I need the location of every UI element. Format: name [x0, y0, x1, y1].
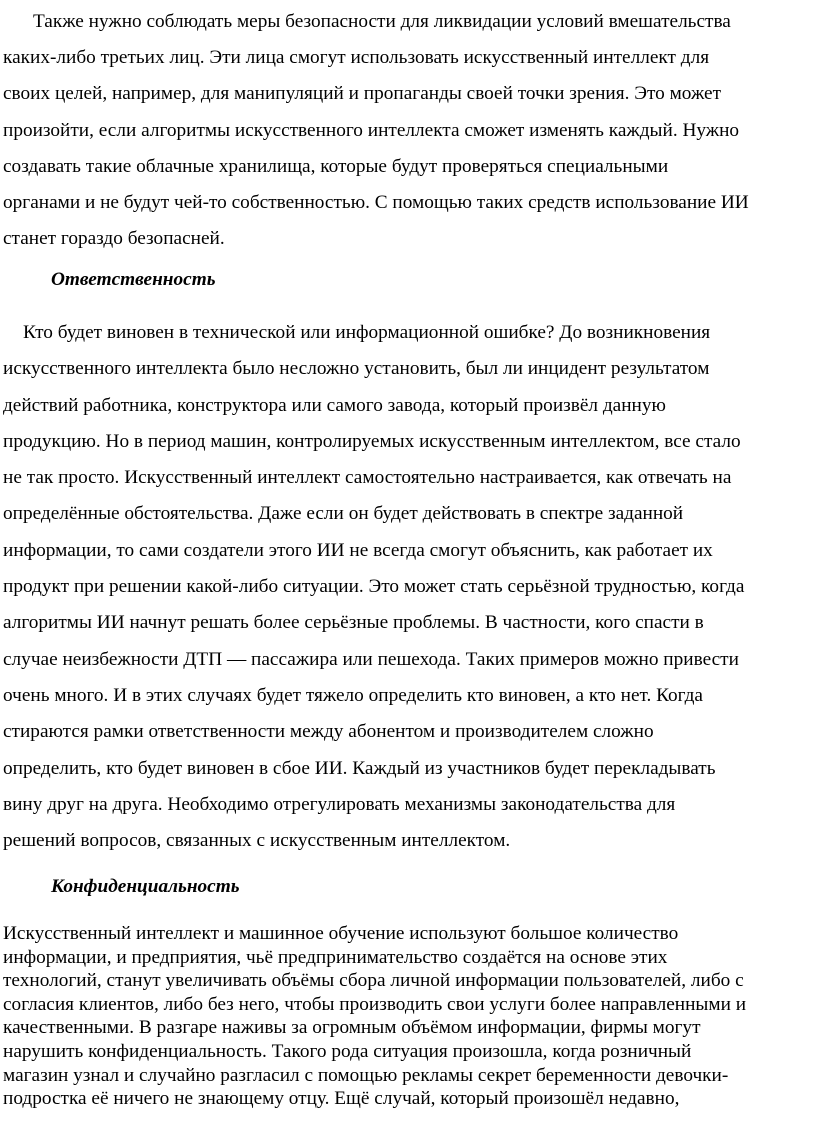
text-line: качественными. В разгаре наживы за огромным объёмом информации, фирмы могут	[3, 1017, 701, 1039]
text-line: создавать такие облачные хранилища, которые будут проверяться специальными	[3, 155, 669, 177]
text-line: согласия клиентов, либо без него, чтобы производить свои услуги более направленными и	[3, 993, 747, 1015]
text-line: алгоритмы ИИ начнут решать более серьёзные проблемы. В частности, кого спасти в	[3, 612, 704, 634]
paragraph-responsibility	[3, 315, 813, 859]
text-line: Кто будет виновен в технической или информационной ошибке? До возникновения	[23, 322, 711, 343]
text-line: определённые обстоятельства. Даже если он будет действовать в спектре заданной	[3, 503, 684, 525]
text-line: произойти, если алгоритмы искусственного интеллекта сможет изменять каждый. Нужно	[3, 119, 740, 141]
text-line: станет гораздо безопасней.	[3, 228, 225, 250]
text-line: каких-либо третьих лиц. Эти лица смогут использовать искусственный интеллект для	[3, 47, 710, 69]
section-heading-confidentiality: Конфиденциальность	[51, 876, 240, 897]
text-line: искусственного интеллекта было несложно установить, был ли инцидент результатом	[3, 358, 710, 380]
text-line: Также нужно соблюдать меры безопасности для ликвидации условий вмешательства	[33, 11, 731, 32]
text-line: информации, и предприятия, чьё предпринимательство создаётся на основе этих	[3, 946, 668, 968]
text-line: вину друг на друга. Необходимо отрегулировать механизмы законодательства для	[3, 793, 676, 815]
text-line: органами и не будут чей-то собственностью. С помощью таких средств использование ИИ	[3, 192, 749, 214]
text-line: очень много. И в этих случаях будет тяжело определить кто виновен, а кто нет. Когда	[3, 684, 703, 706]
paragraph-confidentiality	[3, 922, 813, 1111]
text-line: подростка её ничего не знающему отцу. Ещё случай, который произошёл недавно,	[3, 1088, 680, 1110]
text-line: действий работника, конструктора или самого завода, который произвёл данную	[3, 394, 666, 416]
text-line: решений вопросов, связанных с искусственным интеллектом.	[3, 830, 511, 852]
text-line: продукцию. Но в период машин, контролируемых искусственным интеллектом, все стало	[3, 430, 741, 452]
text-line: Искусственный интеллект и машинное обучение используют большое количество	[3, 923, 679, 944]
text-line: магазин узнал и случайно разгласил с помощью рекламы секрет беременности девочки-	[3, 1064, 729, 1086]
text-line: технологий, станут увеличивать объёмы сбора личной информации пользователей, либо с	[3, 970, 744, 992]
paragraph-security	[3, 4, 813, 257]
text-line: определить, кто будет виновен в сбое ИИ. Каждый из участников будет перекладывать	[3, 757, 716, 779]
text-line: продукт при решении какой-либо ситуации. Это может стать серьёзной трудностью, когда	[3, 576, 745, 598]
text-line: своих целей, например, для манипуляций и пропаганды своей точки зрения. Это может	[3, 83, 722, 105]
text-line: не так просто. Искусственный интеллект самостоятельно настраивается, как отвечать на	[3, 467, 732, 489]
section-heading-responsibility: Ответственность	[51, 269, 216, 290]
text-line: случае неизбежности ДТП — пассажира или пешехода. Таких примеров можно привести	[3, 648, 739, 670]
text-line: информации, то сами создатели этого ИИ не всегда смогут объяснить, как работает их	[3, 539, 713, 561]
text-line: стираются рамки ответственности между абонентом и производителем сложно	[3, 721, 654, 743]
text-line: нарушить конфиденциальность. Такого рода ситуация произошла, когда розничный	[3, 1040, 692, 1062]
